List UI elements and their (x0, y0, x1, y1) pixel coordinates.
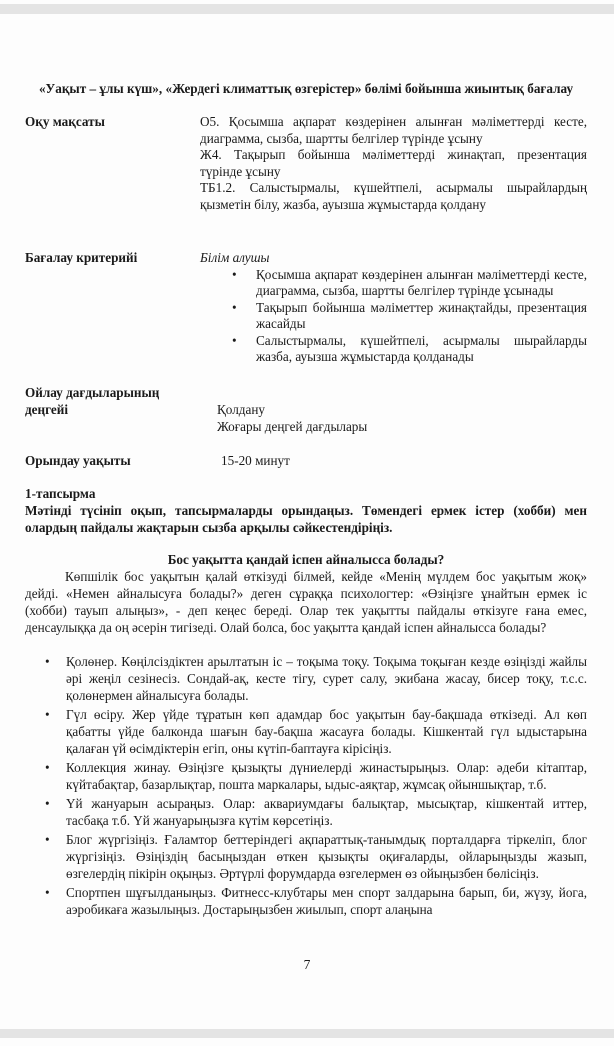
thinking-label-line: Ойлау дағдыларының (25, 385, 160, 400)
bullet-icon: • (45, 707, 50, 722)
top-gray-band (0, 4, 614, 14)
hobbies-list (25, 653, 587, 920)
bullet-icon: • (232, 266, 237, 282)
thinking-label (25, 385, 159, 418)
hobby-item (25, 653, 587, 704)
task-heading: 1-тапсырма (25, 486, 96, 501)
criteria-item (200, 333, 587, 366)
criteria-item (200, 267, 587, 300)
bullet-icon: • (232, 299, 237, 315)
criteria-content (200, 250, 587, 366)
criteria-list (200, 267, 587, 366)
criteria-item (200, 300, 587, 333)
thinking-values (217, 402, 604, 435)
objectives-content (200, 114, 587, 213)
objective-item: ТБ1.2. Салыстырмалы, күшейтпелі, асырмалы шырайлардың қызметін білу, жазба, ауызша жұмыстарда қолдану (200, 180, 587, 212)
criteria-intro: Білім алушы (200, 250, 270, 265)
task-instruction: Мәтінді түсініп оқып, тапсырмаларды орындаңыз. Төмендегі ермек істер (хобби) мен олардың пайдалы жақтарын сызба арқылы сәйкестендіріңіз. (25, 503, 587, 535)
duration-label: Орындау уақыты (25, 453, 131, 468)
criteria-item-text: Тақырып бойынша мәліметтер жинақтайды, презентация жасайды (256, 299, 587, 331)
thinking-value: Қолдану (217, 402, 266, 417)
hobby-text: Коллекция жинау. Өзіңізге қызықты дүниелерді жинастырыңыз. Олар: әдеби кітаптар, күйтабақтар, базарлықтар, пошта маркалары, ыдыс-аяқтар, жұмсақ ойыншықтар, т.б. (66, 760, 587, 792)
bottom-gray-band (0, 1029, 614, 1038)
criteria-label: Бағалау критерийі (25, 250, 138, 265)
bullet-icon: • (45, 796, 50, 811)
hobby-item (25, 884, 587, 918)
hobby-item (25, 831, 587, 882)
hobby-text: Блог жүргізіңіз. Ғаламтор беттеріндегі ақпараттық-танымдық порталдарға тіркеліп, блог жүргізіңіз. Өзіңіздің басыңыздан өткен қызықты оқиғаларды, ойларыңызды жазып, өзгелердің пікірін оқыңыз. Әртүрлі форумдарда өзгелермен өз ойыңызбен бөлісіңіз. (66, 832, 587, 881)
hobby-item (25, 795, 587, 829)
hobby-text: Қолөнер. Көңілсіздіктен арылтатын іс – тоқыма тоқу. Тоқыма тоқыған кезде өзіңізді жайлы әрі жеңіл сезінесіз. Сондай-ақ, кесте тігу, сурет салу, экибана жасау, бисер тоқу, т.с.с. қолөнермен айналысуға болады. (66, 654, 587, 703)
reading-title: Бос уақытта қандай іспен айналысса болады? (167, 552, 445, 567)
bullet-icon: • (45, 654, 50, 669)
thinking-value: Жоғары деңгей дағдылары (217, 418, 368, 434)
hobby-item (25, 706, 587, 757)
hobby-text: Гүл өсіру. Жер үйде тұратын көп адамдар бос уақытын бау-бақшада өткізеді. Ал көп қабатты үйде балконда шағын бау-бақша жасауға болады. Кішкентай гүл ыдыстарына қалаған үй өсімдіктерін егіп, оны күтіп-баптауға кірісіңіз. (66, 707, 587, 756)
bullet-icon: • (45, 832, 50, 847)
criteria-item-text: Салыстырмалы, күшейтпелі, асырмалы шырайларды жазба, ауызша жұмыстарда қолданады (256, 332, 587, 364)
objectives-label: Оқу мақсаты (25, 114, 105, 129)
hobby-text: Үй жануарын асыраңыз. Олар: аквариумдағы балықтар, мысықтар, кішкентай иттер, тасбақа т.б. Үй жануарыңызға күтім көрсетіңіз. (66, 796, 587, 828)
document-title: «Уақыт – ұлы күш», «Жердегі климаттық өзгерістер» бөлімі бойынша жиынтық бағалау (38, 81, 574, 96)
objective-item: О5. Қосымша ақпарат көздерінен алынған мәліметтерді кесте, диаграмма, сызба, шартты белгілер түрінде ұсыну (200, 114, 587, 146)
hobby-text: Спортпен шұғылданыңыз. Фитнесс-клубтары мен спорт залдарына барып, би, жүзу, йога, аэробикаға жазылыңыз. Достарыңызбен жиылып, спорт алаңына (66, 885, 587, 917)
objective-item: Ж4. Тақырып бойынша мәліметтерді жинақтап, презентация түрінде ұсыну (200, 147, 587, 179)
thinking-label-line: деңгейі (25, 401, 69, 417)
criteria-item-text: Қосымша ақпарат көздерінен алынған мәліметтерді кесте, диаграмма, сызба, шартты белгілер түрінде ұсынады (256, 266, 587, 298)
page-number: 7 (303, 957, 311, 972)
reading-intro: Көпшілік бос уақытын қалай өткізуді білмей, кейде «Менің мүлдем бос уақытым жоқ» дейді. «Немен айналысуға болады?» деген сұраққа психологтер: «Өзіңізге ұнайтын ермек іс (хобби) тауып алыңыз», - деп кеңес береді. Олар тек уақытты пайдалы өткізуге ғана емес, денсаулыққа да оң әсерін тигізеді. Олай болса, бос уақытта қандай іспен айналысса болады? (25, 569, 587, 635)
bullet-icon: • (45, 760, 50, 775)
bullet-icon: • (232, 332, 237, 348)
duration-value: 15-20 минут (221, 453, 290, 468)
bullet-icon: • (45, 885, 50, 900)
hobby-item (25, 759, 587, 793)
